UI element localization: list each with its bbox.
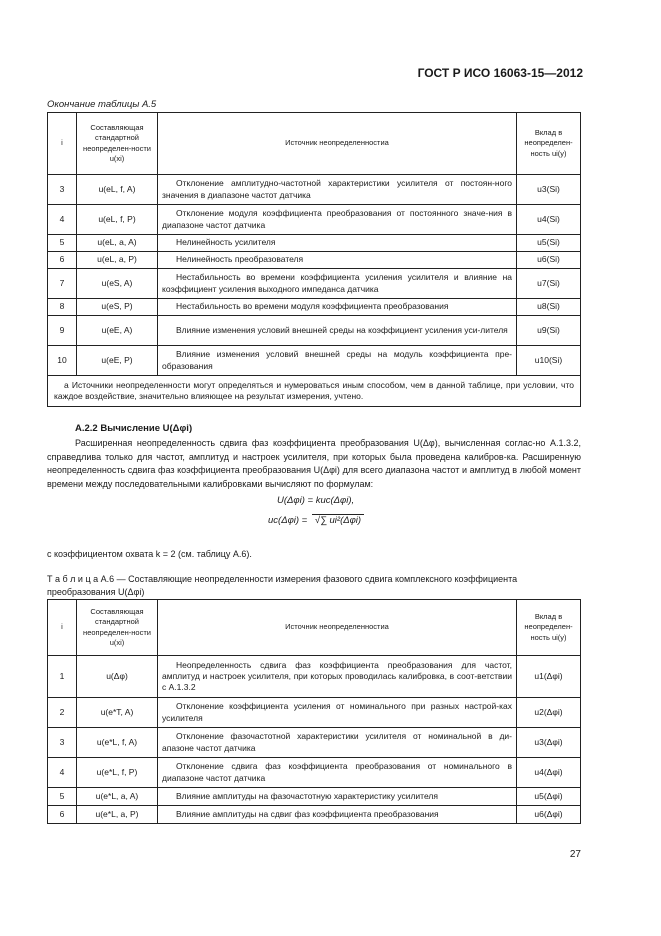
row-component: u(eL, f, A) — [77, 175, 158, 205]
row-description: Влияние изменения условий внешней среды на коэффициент усиления уси-лителя — [158, 316, 517, 346]
row-description: Нелинейность преобразователя — [158, 252, 517, 269]
row-description: Отклонение коэффициента усиления от номинального при разных настрой-ках усилителя — [158, 698, 517, 728]
col-source-header: Источник неопределенностиa — [158, 113, 517, 175]
row-index: 8 — [48, 299, 77, 316]
row-contribution: u4(Δφi) — [517, 758, 581, 788]
table-row — [48, 299, 581, 316]
table-row — [48, 728, 581, 758]
row-contribution: u6(Δφi) — [517, 806, 581, 824]
table-row — [48, 235, 581, 252]
row-description: Влияние амплитуды на сдвиг фаз коэффициента преобразования — [158, 806, 517, 824]
row-contribution: u5(Si) — [517, 235, 581, 252]
row-contribution: u4(Si) — [517, 205, 581, 235]
row-component: u(eE, P) — [77, 346, 158, 376]
row-description: Нелинейность усилителя — [158, 235, 517, 252]
row-component: u(e*T, A) — [77, 698, 158, 728]
row-description: Нестабильность во времени модуля коэффициента преобразования — [158, 299, 517, 316]
row-component: u(e*L, a, P) — [77, 806, 158, 824]
row-index: 10 — [48, 346, 77, 376]
row-index: 7 — [48, 269, 77, 299]
row-description: Отклонение сдвига фаз коэффициента преобразования от номинального в диапазоне частот датчика — [158, 758, 517, 788]
table-a6-body — [48, 656, 581, 824]
row-component: u(eL, a, A) — [77, 235, 158, 252]
table-row — [48, 758, 581, 788]
row-contribution: u5(Δφi) — [517, 788, 581, 806]
table-row — [48, 175, 581, 205]
table-a6 — [47, 599, 581, 824]
section-heading: А.2.2 Вычисление U(Δφi) — [75, 423, 193, 434]
table-row — [48, 656, 581, 698]
col-i-header: i — [48, 113, 77, 175]
table-a5-body — [48, 175, 581, 407]
row-description: Неопределенность сдвига фаз коэффициента преобразования для частот, амплитуд и настроек усилителя, при которых проводилась калибровка, в соот-ветствии с А.1.3.2 — [158, 656, 517, 698]
table-row — [48, 788, 581, 806]
table-a5-caption: Окончание таблицы А.5 — [47, 99, 157, 110]
row-contribution: u8(Si) — [517, 299, 581, 316]
formula-expanded-uncertainty: U(Δφi) = kuc(Δφi), — [277, 495, 355, 506]
page-number: 27 — [569, 849, 581, 860]
row-index: 5 — [48, 788, 77, 806]
table-row — [48, 252, 581, 269]
row-component: u(e*L, f, A) — [77, 728, 158, 758]
row-description: Влияние изменения условий внешней среды на модуль коэффициента пре-образования — [158, 346, 517, 376]
coverage-note: с коэффициентом охвата k = 2 (см. таблицу А.6). — [47, 549, 252, 559]
row-index: 5 — [48, 235, 77, 252]
row-index: 1 — [48, 656, 77, 698]
row-contribution: u1(Δφi) — [517, 656, 581, 698]
table-footnote-row — [48, 376, 581, 407]
col-i-header: i — [48, 600, 77, 656]
table-row — [48, 316, 581, 346]
row-component: u(eS, P) — [77, 299, 158, 316]
row-description: Нестабильность во времени коэффициента усиления усилителя и влияние на коэффициент усиления выходного импеданса датчика — [158, 269, 517, 299]
formula-combined-uncertainty — [268, 514, 364, 526]
row-contribution: u6(Si) — [517, 252, 581, 269]
formula-rhs: ∑ ui²(Δφi) — [320, 515, 362, 526]
row-component: u(e*L, a, A) — [77, 788, 158, 806]
row-component: u(eS, A) — [77, 269, 158, 299]
row-component: u(eL, f, P) — [77, 205, 158, 235]
row-contribution: u7(Si) — [517, 269, 581, 299]
row-index: 3 — [48, 728, 77, 758]
formula-lhs: uc(Δφi) = — [268, 515, 308, 526]
row-component: u(eL, a, P) — [77, 252, 158, 269]
col-source-header: Источник неопределенностиa — [158, 600, 517, 656]
row-index: 4 — [48, 205, 77, 235]
table-row — [48, 698, 581, 728]
col-contribution-header: Вклад в неопределен-ность ui(y) — [517, 113, 581, 175]
row-index: 3 — [48, 175, 77, 205]
row-component: u(eE, A) — [77, 316, 158, 346]
formula-sqrt: √∑ ui²(Δφi) — [312, 514, 364, 526]
col-contribution-header: Вклад в неопределен-ность ui(y) — [517, 600, 581, 656]
col-component-header: Составляющая стандартной неопределен-ности u(xi) — [77, 600, 158, 656]
table-a5 — [47, 112, 581, 407]
row-contribution: u2(Δφi) — [517, 698, 581, 728]
table-row — [48, 346, 581, 376]
table-row — [48, 269, 581, 299]
table-row — [48, 205, 581, 235]
row-description: Отклонение фазочастотной характеристики усилителя от номинальной в ди-апазоне частот датчика — [158, 728, 517, 758]
row-description: Влияние амплитуды на фазочастотную характеристику усилителя — [158, 788, 517, 806]
row-index: 6 — [48, 252, 77, 269]
table-row — [48, 806, 581, 824]
table-a6-caption: Т а б л и ц а А.6 — Составляющие неопределенности измерения фазового сдвига комплексного коэффициента преобразования U(Δφi) — [47, 574, 518, 597]
row-contribution: u10(Si) — [517, 346, 581, 376]
row-description: Отклонение амплитудно-частотной характеристики усилителя от постоян-ного значения в диапазоне частот датчика — [158, 175, 517, 205]
document-header: ГОСТ Р ИСО 16063-15—2012 — [417, 66, 583, 80]
row-contribution: u9(Si) — [517, 316, 581, 346]
row-index: 2 — [48, 698, 77, 728]
row-index: 4 — [48, 758, 77, 788]
row-component: u(Δφ) — [77, 656, 158, 698]
row-contribution: u3(Si) — [517, 175, 581, 205]
row-index: 9 — [48, 316, 77, 346]
row-contribution: u3(Δφi) — [517, 728, 581, 758]
section-paragraph: Расширенная неопределенность сдвига фаз коэффициента преобразования U(Δφ), вычисленная соглас-но А.1.3.2, справедлива только для частот, амплитуд и настроек усилителя, при которых была проведена калибров-ка. Расширенную неопределенность сдвига фаз коэффициента преобразования U(Δφi) для всего диапазона частот и амплитуд в любой момент времени между последовательными калибровками вычисляют по формулам: — [47, 438, 581, 489]
row-component: u(e*L, f, P) — [77, 758, 158, 788]
row-description: Отклонение модуля коэффициента преобразования от постоянного значе-ния в диапазоне частот датчика — [158, 205, 517, 235]
row-index: 6 — [48, 806, 77, 824]
col-component-header: Составляющая стандартной неопределен-ности u(xi) — [77, 113, 158, 175]
table-footnote: a Источники неопределенности могут определяться и нумероваться иным способом, чем в данной таблице, при условии, что каждое воздействие, значительно влияющее на результат измерения, учтено. — [48, 376, 581, 407]
